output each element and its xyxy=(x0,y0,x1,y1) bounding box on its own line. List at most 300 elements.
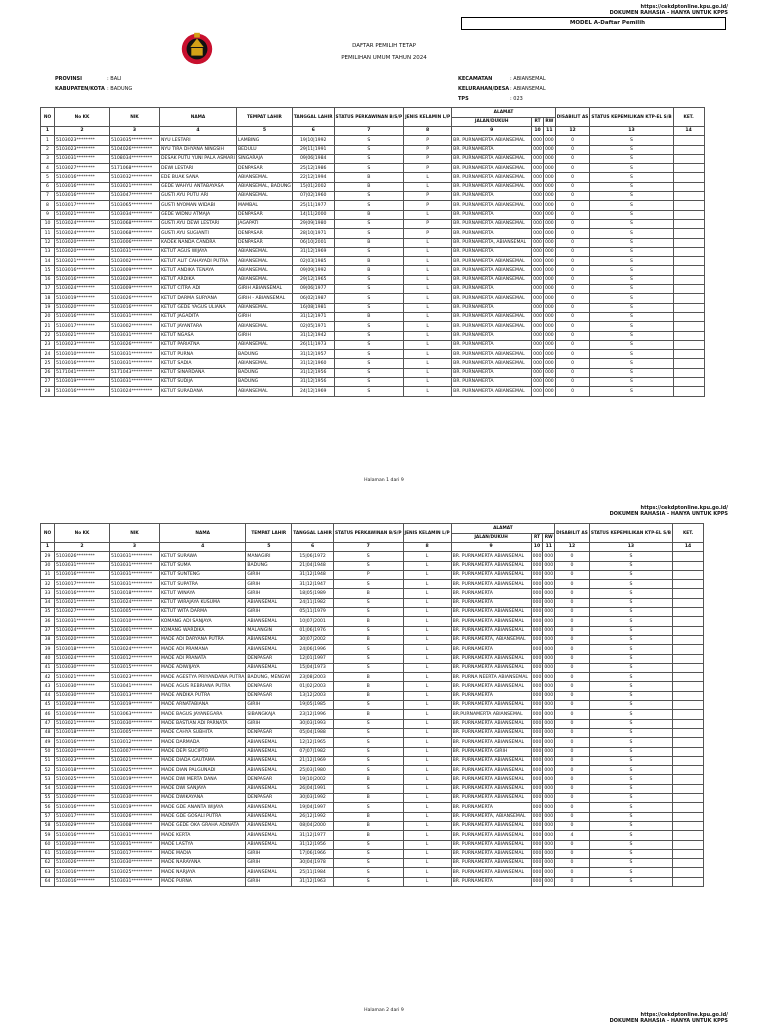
column-number: 14 xyxy=(673,127,704,136)
table-cell: L xyxy=(403,812,451,821)
table-cell: 5103031********* xyxy=(110,359,160,368)
table-cell: 5103023******** xyxy=(55,145,110,154)
col-nokk-header: No KK xyxy=(55,108,110,127)
table-cell: 24|12|1969 xyxy=(292,387,334,396)
table-cell: S xyxy=(334,368,404,377)
table-cell: 000 xyxy=(531,673,543,682)
table-cell: 000 xyxy=(543,738,555,747)
table-cell: 000 xyxy=(543,340,555,349)
url-text[interactable]: https://cekdptonline.kpu.go.id/ xyxy=(640,1012,728,1018)
title-block xyxy=(0,40,768,64)
url-text[interactable]: https://cekdptonline.kpu.go.id/ xyxy=(640,505,728,511)
table-cell: ABIANSEMAL xyxy=(246,803,292,812)
ket-cell xyxy=(673,368,704,377)
table-cell: 5103026******** xyxy=(55,794,110,803)
table-cell: 000 xyxy=(543,747,555,756)
table-cell: L xyxy=(403,756,451,765)
table-cell: 000 xyxy=(543,635,555,644)
table-cell: BR. PURNAMERTA ABIANSEMAL xyxy=(451,719,531,728)
table-cell: 5103008********* xyxy=(110,821,160,830)
table-cell: B xyxy=(334,257,404,266)
table-cell: MADE GDE ANANTA WIJAYA xyxy=(160,803,246,812)
table-cell: ABIANSEMAL xyxy=(246,635,292,644)
ket-cell xyxy=(673,645,704,654)
page-footer: Halaman 2 dari 9 xyxy=(364,1008,404,1013)
table-cell: 5103017********* xyxy=(110,849,160,858)
table-cell: S xyxy=(589,766,672,775)
table-cell: 19 xyxy=(41,303,55,312)
ket-cell xyxy=(673,275,704,284)
table-cell: 5103016******** xyxy=(55,710,110,719)
table-cell: 5103019********* xyxy=(110,775,160,784)
table-cell: 000 xyxy=(532,145,544,154)
table-cell: 000 xyxy=(543,164,555,173)
table-cell: 15 xyxy=(41,266,55,275)
table-cell: 5103009********* xyxy=(110,285,160,294)
table-cell: L xyxy=(403,821,451,830)
table-cell: 31|12|1963 xyxy=(292,877,334,886)
table-cell: B xyxy=(334,266,404,275)
col-alamat-header: ALAMAT xyxy=(452,108,556,118)
table-row xyxy=(41,294,705,303)
table-cell: B xyxy=(333,812,403,821)
table-row xyxy=(41,378,705,387)
table-cell: 5103031******** xyxy=(55,617,110,626)
header-top-right xyxy=(610,4,728,16)
table-cell: 000 xyxy=(531,580,543,589)
table-cell: S xyxy=(589,821,672,830)
table-row xyxy=(41,608,704,617)
table-cell: 000 xyxy=(543,598,555,607)
table-cell: BR. PURNA NEERTA ABIANSEMAL xyxy=(451,673,531,682)
kecamatan-value: : ABIANSEMAL xyxy=(510,76,546,82)
table-cell: BR. PURNAMERTA ABIANSEMAL xyxy=(451,701,531,710)
table-cell: 5103016******** xyxy=(55,182,110,191)
table-cell: ABIANSEMAL xyxy=(246,598,292,607)
table-cell: S xyxy=(333,756,403,765)
table-cell: 41 xyxy=(41,663,55,672)
column-number: 2 xyxy=(55,127,110,136)
table-cell: BR. PURNAMERTA ABIANSEMAL xyxy=(452,136,532,145)
table-row xyxy=(41,840,704,849)
kecamatan-label: KECAMATAN xyxy=(458,76,493,82)
table-cell: BR. PURNAMERTA ABIANSEMAL xyxy=(451,626,531,635)
table-cell: 000 xyxy=(531,877,543,886)
table-cell: 54 xyxy=(41,784,55,793)
table-cell: 5103028******** xyxy=(55,784,110,793)
table-cell: P xyxy=(404,229,452,238)
table-cell: L xyxy=(403,738,451,747)
table-cell: L xyxy=(403,868,451,877)
table-cell: 5103031******** xyxy=(55,154,110,163)
table-cell: 000 xyxy=(543,645,555,654)
table-cell: 000 xyxy=(532,275,544,284)
table-cell: MADE ANDIKA PUTRA xyxy=(160,691,246,700)
table-cell: MADE ARNATABIANA xyxy=(160,701,246,710)
table-row xyxy=(41,238,705,247)
ket-cell xyxy=(673,663,704,672)
table-cell: ABIANSEMAL xyxy=(237,359,293,368)
table-cell: 5171043********* xyxy=(110,368,160,377)
table-row xyxy=(41,136,705,145)
table-cell: 000 xyxy=(543,691,555,700)
table-cell: 13 xyxy=(41,247,55,256)
table-cell: 000 xyxy=(531,849,543,858)
table-cell: 000 xyxy=(543,719,555,728)
table-cell: 0 xyxy=(555,710,590,719)
table-cell: 4 xyxy=(555,831,590,840)
table-cell: S xyxy=(590,201,673,210)
table-cell: 000 xyxy=(543,368,555,377)
table-cell: 26 xyxy=(41,368,55,377)
table-cell: 5103021******** xyxy=(55,673,110,682)
table-cell: 31|12|1956 xyxy=(292,368,334,377)
col-status-header: STATUS PERKAWINAN B/S/P xyxy=(334,108,404,127)
table-cell: 0 xyxy=(555,257,590,266)
table-cell: S xyxy=(334,201,404,210)
kelurahan-label: KELURAHAN/DESA xyxy=(458,86,510,92)
table-cell: BR. PURNAMERTA ABIANSEMAL xyxy=(451,561,531,570)
table-row xyxy=(41,589,704,598)
table-cell: 5103024********* xyxy=(110,387,160,396)
table-cell: 0 xyxy=(555,247,590,256)
url-text[interactable]: https://cekdptonline.kpu.go.id/ xyxy=(640,4,728,10)
table-cell: S xyxy=(334,136,404,145)
table-cell: MAMBAL xyxy=(237,201,293,210)
table-cell: KOMANG WARDIKA xyxy=(160,626,246,635)
table-row xyxy=(41,691,704,700)
table-cell: 5103021******** xyxy=(55,331,110,340)
ket-cell xyxy=(673,182,704,191)
table-cell: 05|04|1988 xyxy=(292,728,334,737)
table-cell: 5103016******** xyxy=(55,266,110,275)
table-row xyxy=(41,617,704,626)
table-cell: 5103010********* xyxy=(110,617,160,626)
table-cell: GIRIH xyxy=(246,849,292,858)
table-cell: 000 xyxy=(543,756,555,765)
table-cell: 000 xyxy=(531,775,543,784)
column-number: 3 xyxy=(110,543,160,552)
col-ket-header: KET. xyxy=(673,524,704,543)
table-cell: 15|04|1973 xyxy=(292,663,334,672)
ket-cell xyxy=(673,710,704,719)
table-cell: 5103063********* xyxy=(110,710,160,719)
table-cell: 5103025********* xyxy=(110,868,160,877)
table-cell: 000 xyxy=(532,257,544,266)
table-cell: 31|12|1956 xyxy=(292,840,334,849)
table-cell: 0 xyxy=(555,784,590,793)
table-cell: S xyxy=(589,719,672,728)
table-cell: 22|12|1994 xyxy=(292,173,334,182)
table-cell: 000 xyxy=(531,784,543,793)
table-cell: 31|12|1948 xyxy=(292,570,334,579)
table-cell: KETUT ALIT CAHAYADI PUTRA xyxy=(160,257,237,266)
table-row xyxy=(41,598,704,607)
table-cell: 18 xyxy=(41,294,55,303)
table-cell: 31|12|1969 xyxy=(292,247,334,256)
table-cell: 47 xyxy=(41,719,55,728)
table-cell: 0 xyxy=(555,775,590,784)
table-cell: 36 xyxy=(41,617,55,626)
table-cell: B xyxy=(333,775,403,784)
col-tanggal-header: TANGGAL LAHIR xyxy=(292,108,334,127)
ket-cell xyxy=(673,803,704,812)
table-cell: 000 xyxy=(543,561,555,570)
table-cell: 000 xyxy=(531,719,543,728)
table-cell: BR. PURNAMERTA ABIANSEMAL xyxy=(451,552,531,561)
table-cell: P xyxy=(404,192,452,201)
table-cell: ABIANSEMAL xyxy=(246,645,292,654)
table-cell: 5103068********* xyxy=(110,229,160,238)
document-title: DAFTAR PEMILIH TETAP xyxy=(352,43,416,49)
table-cell: S xyxy=(590,182,673,191)
table-cell: DENPASAR xyxy=(246,728,292,737)
table-cell: S xyxy=(333,580,403,589)
table-cell: 5103017******** xyxy=(55,201,110,210)
table-cell: 5103020******** xyxy=(55,247,110,256)
column-number: 8 xyxy=(403,543,451,552)
table-cell: MADE BASTIAN ADI PARNATA xyxy=(160,719,246,728)
table-cell: L xyxy=(403,803,451,812)
table-cell: S xyxy=(334,192,404,201)
table-cell: S xyxy=(590,266,673,275)
table-cell: 31|12|1977 xyxy=(292,831,334,840)
table-cell: 58 xyxy=(41,821,55,830)
table-cell: ABIANSEMAL xyxy=(237,192,293,201)
table-cell: GIRIH xyxy=(237,331,293,340)
table-cell: S xyxy=(589,580,672,589)
table-cell: 000 xyxy=(531,626,543,635)
table-cell: 08|04|2000 xyxy=(292,821,334,830)
table-cell: GIRIH xyxy=(246,570,292,579)
table-cell: MADE AGESTYA PRIYANDANA PUTRA xyxy=(160,673,246,682)
column-number: 10 xyxy=(531,543,543,552)
table-cell: 21 xyxy=(41,322,55,331)
table-cell: 31 xyxy=(41,570,55,579)
table-cell: L xyxy=(403,849,451,858)
table-cell: 27 xyxy=(41,378,55,387)
table-cell: 23|12|1996 xyxy=(292,710,334,719)
table-cell: S xyxy=(333,766,403,775)
table-cell: S xyxy=(590,154,673,163)
table-cell: 16 xyxy=(41,275,55,284)
table-cell: 000 xyxy=(543,350,555,359)
table-cell: 01|02|2003 xyxy=(292,682,334,691)
table-cell: DENPASAR xyxy=(237,210,293,219)
table-cell: 18|05|1989 xyxy=(292,589,334,598)
table-cell: 5103016******** xyxy=(55,312,110,321)
ket-cell xyxy=(673,238,704,247)
ket-cell xyxy=(673,247,704,256)
table-cell: 29|09|1980 xyxy=(292,219,334,228)
table-cell: 0 xyxy=(555,312,590,321)
table-cell: 17 xyxy=(41,285,55,294)
column-number: 5 xyxy=(237,127,293,136)
table-cell: 0 xyxy=(555,673,590,682)
table-cell: S xyxy=(589,803,672,812)
table-cell: 5103028******** xyxy=(55,701,110,710)
ket-cell xyxy=(673,635,704,644)
table-cell: 5103031********* xyxy=(110,331,160,340)
table-cell: 52 xyxy=(41,766,55,775)
table-cell: GIRIH xyxy=(237,312,293,321)
table-cell: BR. PURNAMERTA ABIANSEMAL xyxy=(451,849,531,858)
table-cell: MADE BAGUS JAYANEGARA xyxy=(160,710,246,719)
table-cell: 5103030********* xyxy=(110,635,160,644)
table-cell: KETUT GEDE YAGUS ULIANA xyxy=(160,303,237,312)
table-cell: 5103020******** xyxy=(55,747,110,756)
table-cell: 24|11|1982 xyxy=(292,598,334,607)
table-cell: BR. PURNAMERTA ABIANSEMAL xyxy=(451,840,531,849)
ket-cell xyxy=(673,691,704,700)
ket-cell xyxy=(673,210,704,219)
table-cell: 9 xyxy=(41,210,55,219)
table-cell: S xyxy=(333,849,403,858)
table-cell: 000 xyxy=(543,580,555,589)
table-cell: BR. PURNAMERTA ABIANSEMAL xyxy=(451,738,531,747)
table-cell: GIRIH ABIANSEMAL xyxy=(237,285,293,294)
table-cell: 5103024******** xyxy=(55,229,110,238)
table-cell: 5103016******** xyxy=(55,831,110,840)
table-cell: BR. PURNAMERTA ABIANSEMAL xyxy=(451,654,531,663)
table-cell: 26|11|1973 xyxy=(292,340,334,349)
table-cell: 43 xyxy=(41,682,55,691)
table-cell: L xyxy=(404,182,452,191)
table-row xyxy=(41,635,704,644)
table-cell: 000 xyxy=(532,285,544,294)
table-cell: 000 xyxy=(532,303,544,312)
ket-cell xyxy=(673,378,704,387)
table-cell: BR. PURNAMERTA xyxy=(451,598,531,607)
table-cell: 0 xyxy=(555,756,590,765)
table-cell: 000 xyxy=(543,182,555,191)
table-cell: GUSTI AYU DEWI LESTARI xyxy=(160,219,237,228)
table-row xyxy=(41,784,704,793)
table-cell: S xyxy=(589,608,672,617)
table-cell: KETUT JAYANTARA xyxy=(160,322,237,331)
table-cell: S xyxy=(589,794,672,803)
table-row xyxy=(41,173,705,182)
column-number: 8 xyxy=(404,127,452,136)
column-number: 13 xyxy=(589,543,672,552)
table-cell: DENPASAR xyxy=(246,654,292,663)
table-cell: S xyxy=(590,303,673,312)
table-cell: MADE AGUS REBRIANA PUTRA xyxy=(160,682,246,691)
table-cell: BR. PURNAMERTA ABIANSEMAL xyxy=(451,831,531,840)
table-cell: 5103002********* xyxy=(110,322,160,331)
table-cell: 000 xyxy=(532,350,544,359)
ket-cell xyxy=(673,608,704,617)
table-row xyxy=(41,266,705,275)
table-cell: 5103016******** xyxy=(55,570,110,579)
column-number: 12 xyxy=(555,127,590,136)
table-cell: L xyxy=(403,859,451,868)
table-cell: 000 xyxy=(532,154,544,163)
table-cell: BADUNG xyxy=(246,561,292,570)
table-cell: 0 xyxy=(555,691,590,700)
table-cell: 000 xyxy=(543,794,555,803)
table-cell: KETUT SURAWA xyxy=(160,552,246,561)
table-cell: 5103016******** xyxy=(55,589,110,598)
table-cell: L xyxy=(403,673,451,682)
table-cell: 5103013********* xyxy=(110,691,160,700)
table-cell: 0 xyxy=(555,173,590,182)
table-cell: BR. PURNAMERTA xyxy=(452,210,532,219)
table-cell: 5103016******** xyxy=(55,192,110,201)
table-cell: S xyxy=(589,663,672,672)
table-cell: S xyxy=(589,775,672,784)
table-cell: 5103032********* xyxy=(110,173,160,182)
table-cell: 19|10|1992 xyxy=(292,136,334,145)
table-cell: 000 xyxy=(532,173,544,182)
table-cell: GUSTI AYU PUTU ARI xyxy=(160,192,237,201)
table-cell: KETUT SADIA xyxy=(160,359,237,368)
col-jk-header: JENIS KELAMIN L/P xyxy=(404,108,452,127)
table-cell: ABIANSEMAL xyxy=(237,247,293,256)
ket-cell xyxy=(673,868,704,877)
table-cell: DENPASAR xyxy=(246,775,292,784)
table-cell: S xyxy=(590,350,673,359)
table-cell: B xyxy=(334,182,404,191)
table-cell: 5103018******** xyxy=(55,645,110,654)
table-cell: 5103031********* xyxy=(110,350,160,359)
table-cell: S xyxy=(589,635,672,644)
table-cell: S xyxy=(590,368,673,377)
table-cell: S xyxy=(334,322,404,331)
ket-cell xyxy=(673,192,704,201)
table-cell: BR. PURNAMERTA xyxy=(452,340,532,349)
table-cell: 5103019********* xyxy=(110,701,160,710)
voter-table-page-2 xyxy=(40,523,704,887)
table-cell: 5103018********* xyxy=(110,589,160,598)
table-cell: BR. PURNAMERTA xyxy=(451,877,531,886)
table-cell: P xyxy=(404,145,452,154)
table-cell: BR. PURNAMERTA ABIANSEMAL xyxy=(451,766,531,775)
table-cell: 000 xyxy=(531,756,543,765)
table-row xyxy=(41,775,704,784)
column-number-row xyxy=(41,127,705,136)
table-cell: GIRIH - ABIANSEMAL xyxy=(237,294,293,303)
table-cell: B xyxy=(333,831,403,840)
table-row xyxy=(41,312,705,321)
table-cell: 11 xyxy=(41,229,55,238)
model-box: MODEL A-Daftar Pemilih xyxy=(461,17,726,30)
table-cell: S xyxy=(334,164,404,173)
table-cell: 000 xyxy=(543,710,555,719)
table-cell: 5103026******** xyxy=(55,552,110,561)
table-cell: B xyxy=(333,635,403,644)
table-cell: 06|10|2001 xyxy=(292,238,334,247)
table-cell: GIRIH xyxy=(246,859,292,868)
ket-cell xyxy=(673,312,704,321)
table-cell: BR. PURNAMERTA ABIANSEMAL xyxy=(452,201,532,210)
table-cell: 29 xyxy=(41,552,55,561)
table-cell: B xyxy=(334,173,404,182)
table-cell: P xyxy=(333,570,403,579)
table-cell: L xyxy=(404,266,452,275)
table-cell: 000 xyxy=(532,331,544,340)
table-cell: 000 xyxy=(532,387,544,396)
table-cell: S xyxy=(590,247,673,256)
column-number: 9 xyxy=(451,543,531,552)
table-cell: 5103030********* xyxy=(110,794,160,803)
table-cell: L xyxy=(404,322,452,331)
table-cell: 5103016********* xyxy=(110,303,160,312)
table-cell: NYU TIRA DHYANA NINGSIH xyxy=(160,145,237,154)
table-cell: 0 xyxy=(555,145,590,154)
table-cell: LAMBING xyxy=(237,136,293,145)
table-cell: 000 xyxy=(543,840,555,849)
